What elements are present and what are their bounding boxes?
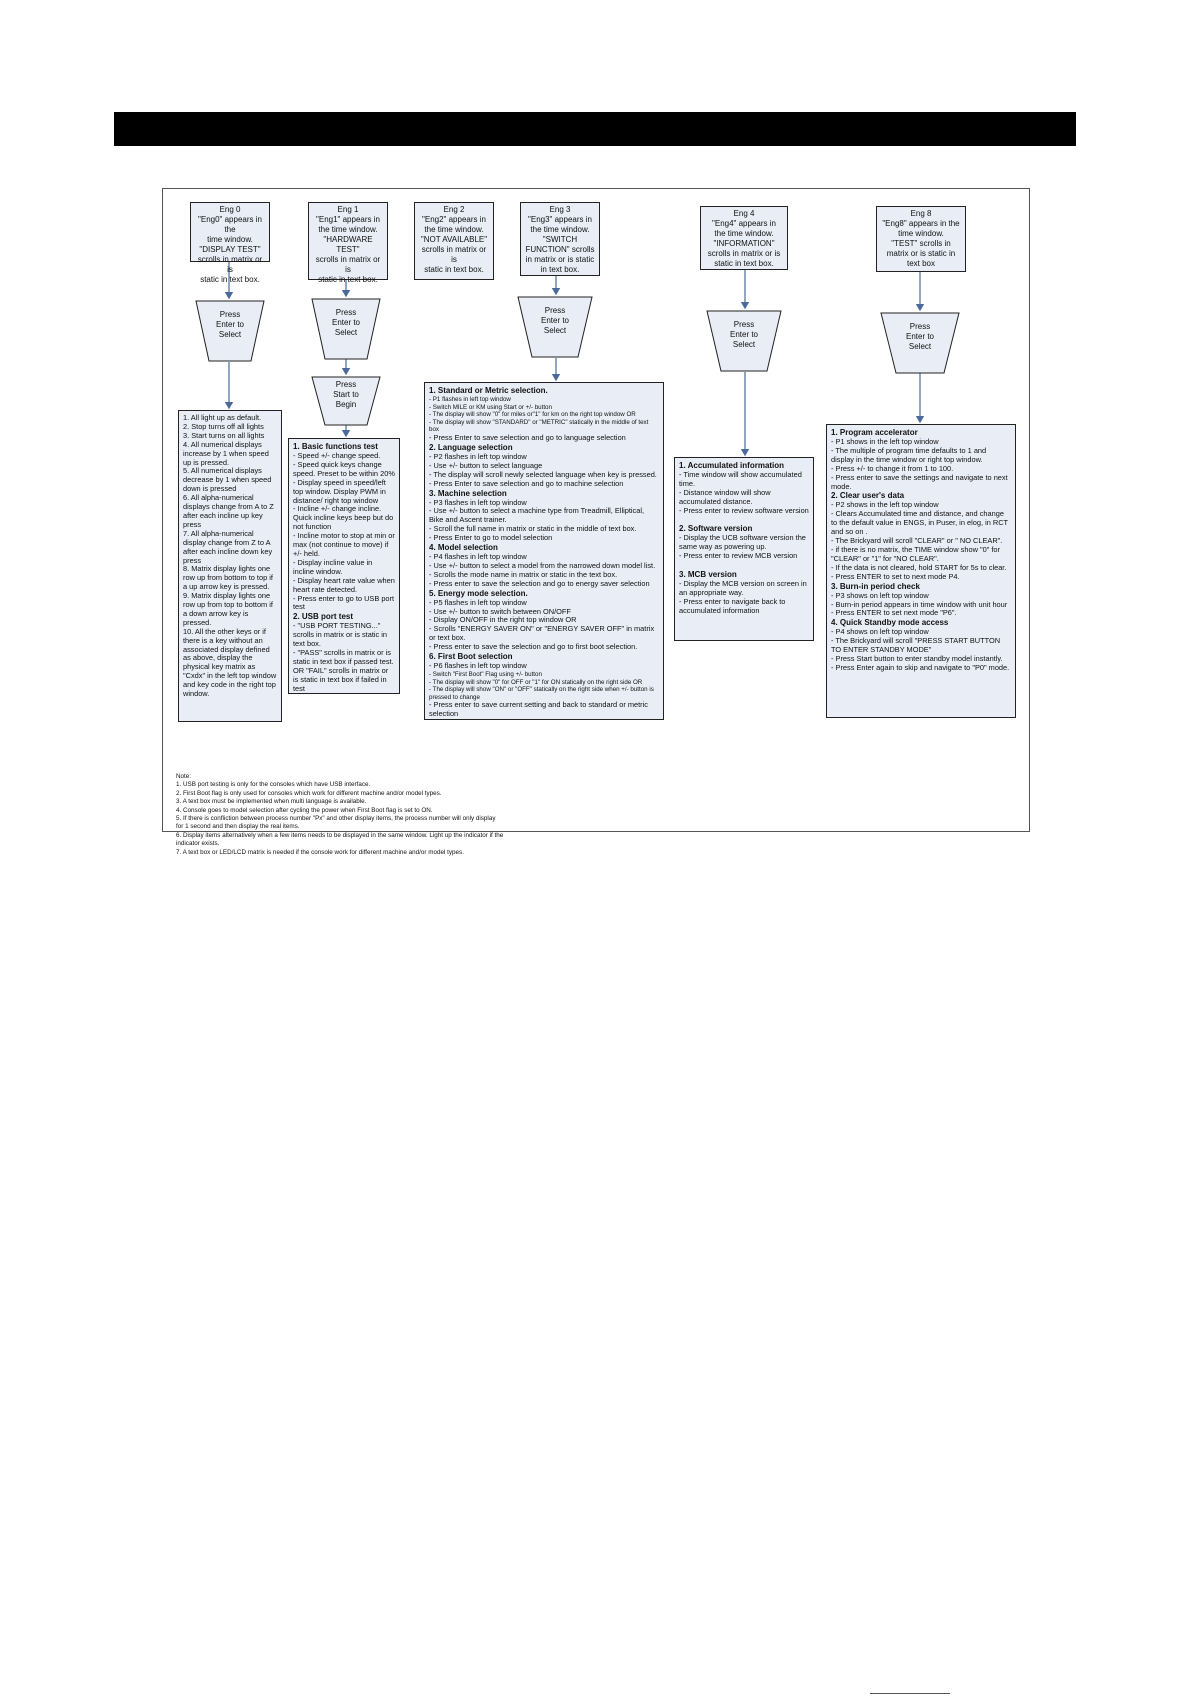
eng0-title: Eng 0	[219, 205, 241, 214]
description-line: - P1 flashes in left top window	[429, 396, 511, 403]
notes-block	[176, 773, 796, 857]
trap-line: Press	[544, 306, 566, 315]
section-heading: 2. Software version	[679, 524, 753, 534]
eng2-line: static in text box.	[424, 265, 484, 274]
eng2-line: "NOT AVAILABLE"	[420, 235, 488, 244]
trap-line: Press	[733, 320, 755, 329]
eng4-title: Eng 4	[733, 209, 755, 218]
note-line: 5. If there is confliction between process number "Px" and other display items, the process number will only display	[176, 815, 496, 823]
eng1-box	[308, 202, 388, 284]
eng1-line: "HARDWARE TEST"	[323, 235, 373, 254]
description-line: - Switch MILE or KM using Start or +/- button	[429, 403, 552, 411]
eng4-line: "Eng4" appears in	[712, 219, 776, 228]
description-line: - "USB PORT TESTING..." scrolls in matrix or is static in text box.	[293, 621, 388, 649]
eng2-line: "Eng2" appears in	[422, 215, 486, 224]
eng1-title: Eng 1	[337, 205, 359, 214]
note-line: 4. Console goes to model selection after cycling the power when First Boot flag is set to ON.	[176, 806, 433, 814]
section-heading: 6. First Boot selection	[429, 652, 513, 662]
description-line: - Scrolls the mode name in matrix or static in the text box.	[429, 569, 618, 579]
eng3-description-box	[424, 382, 664, 720]
eng8-line: "Eng8" appears in the	[882, 219, 960, 228]
spacer	[679, 561, 809, 570]
description-line: - The Brickyard will scroll "CLEAR" or " NO CLEAR".	[831, 536, 1003, 546]
section-heading: 2. USB port test	[293, 612, 354, 622]
section-heading: 1. Basic functions test	[293, 442, 378, 451]
description-line: - Burn-in period appears in time window with unit hour	[831, 599, 1008, 609]
description-line: - The display will show "0" for miles or"1" for km on the right top window OR	[429, 411, 636, 419]
eng0-line: static in text box.	[200, 275, 260, 284]
section-heading: 1. Accumulated information	[679, 461, 785, 470]
trap-line: Select	[334, 328, 358, 337]
description-line: - Switch "First Boot" Flag using +/- button	[429, 671, 542, 678]
eng1-line: "Eng1" appears in	[316, 215, 380, 224]
eng4-line: the time window.	[714, 229, 774, 238]
trap-line: Press	[219, 310, 241, 319]
description-line: - P1 shows in the left top window	[831, 437, 939, 446]
note-line: 3. A text box must be implemented when multi language is available.	[176, 798, 367, 806]
description-line: 1. All light up as default.	[183, 413, 262, 422]
eng0-line: scrolls in matrix or is	[197, 255, 263, 274]
description-line: - P6 flashes in left top window	[429, 661, 527, 671]
description-line: - Speed quick keys change speed. Preset to be within 20%	[293, 459, 395, 478]
trap-line: Enter to	[215, 320, 244, 329]
notes-heading: Note:	[176, 773, 192, 780]
description-line: - The display will show "STANDARD" or "METRIC" statically in the middle of text box	[429, 418, 649, 434]
description-line: - Press Start button to enter standby model instantly.	[831, 654, 1003, 664]
description-line: - Press enter to save the settings and navigate to next mode.	[831, 472, 1008, 491]
trap-line: Select	[543, 326, 567, 335]
trap-line: Enter to	[540, 316, 569, 325]
section-heading: 1. Standard or Metric selection.	[429, 386, 548, 395]
description-line: - Press enter to save the selection and go to energy saver selection	[429, 578, 650, 588]
description-line: - Use +/- button to select language	[429, 460, 543, 470]
description-line: - Use +/- button to select a model from the narrowed down model list.	[429, 560, 656, 570]
description-line: - "PASS" scrolls in matrix or is static in text box if passed test. OR "FAIL" scrolls in matrix or is static in text box if failed in test	[293, 648, 394, 693]
press-enter-trapezoid	[880, 312, 950, 374]
description-line: - Incline motor to stop at min or max (not continue to move) if +/- held.	[293, 531, 395, 558]
note-line: for 1 second and then display the real items.	[176, 823, 300, 831]
description-line: 10. All the other keys or if there is a key without an associated display defined as above, display the physical key matrix as "Cxdx" in the left top window and key code in the right top window.	[183, 626, 277, 699]
eng1-line: scrolls in matrix or is	[315, 255, 381, 274]
eng8-line: "TEST" scrolls in	[891, 239, 951, 248]
description-line: - Press enter to review software version	[679, 505, 809, 515]
description-line: - Display the MCB version on screen in an appropriate way.	[679, 579, 807, 597]
eng3-title: Eng 3	[549, 205, 571, 214]
spacer	[679, 516, 809, 525]
description-line: - Press Enter again to skip and navigate to "P0" mode.	[831, 662, 1010, 672]
description-line: - Use +/- button to switch between ON/OFF	[429, 606, 571, 616]
description-line: - Incline +/- change incline. Quick incline keys beep but do not function	[293, 504, 394, 532]
eng0-box	[190, 202, 270, 284]
description-line: - Press +/- to change it from 1 to 100.	[831, 463, 954, 473]
eng4-line: "INFORMATION"	[713, 239, 775, 248]
description-line: - The display will show "ON" or "OFF" statically on the right side when +/- button is pressed to change	[429, 686, 654, 701]
eng0-line: "DISPLAY TEST"	[199, 245, 261, 254]
description-line: 9. Matrix display lights one row up from top to bottom if a down arrow key is pressed.	[183, 591, 273, 627]
description-line: - P2 flashes in left top window	[429, 451, 527, 461]
description-line: - Press ENTER to set to next mode P4.	[831, 571, 960, 581]
eng1-line: the time window.	[318, 225, 378, 234]
description-line: 3. Start turns on all lights	[183, 430, 265, 440]
description-line: - The display will show "0" for OFF or "1" for ON statically on the right side OR	[429, 678, 643, 686]
description-line: - Scroll the full name in matrix or static in the middle of text box.	[429, 524, 637, 534]
description-line: - P3 flashes in left top window	[429, 497, 527, 507]
eng3-line: "SWITCH	[542, 235, 578, 244]
note-line: 2. First Boot flag is only used for consoles which work for different machine and/or model types.	[176, 789, 442, 797]
description-line: 6. All alpha-numerical displays change from A to Z after each incline up key press	[183, 493, 274, 529]
description-line: 8. Matrix display lights one row up from bottom to top if a up arrow key is pressed.	[183, 564, 273, 592]
press-enter-trapezoid	[311, 298, 381, 360]
eng4-description-box	[674, 457, 814, 641]
note-line: 1. USB port testing is only for the consoles which have USB interface.	[176, 781, 371, 789]
section-heading: 3. Machine selection	[429, 488, 507, 498]
eng8-box	[876, 206, 966, 272]
description-line: - If the data is not cleared, hold START for 5s to clear.	[831, 562, 1007, 572]
description-line: - Press enter to go to USB port test	[293, 593, 395, 612]
eng8-line: matrix or is static in	[886, 249, 956, 258]
description-line: - Scrolls "ENERGY SAVER ON" or "ENERGY SAVER OFF" in matrix or text box.	[429, 624, 655, 643]
description-line: - Clears Accumulated time and distance, and change to the default value in ENGS, in Puser, in elog, in RCT and so on .	[831, 509, 1008, 537]
trap-line: Press	[335, 308, 357, 317]
eng0-line: time window.	[207, 235, 253, 244]
trap-line: Enter to	[729, 330, 758, 339]
section-heading: 4. Model selection	[429, 543, 498, 553]
eng2-title: Eng 2	[443, 205, 465, 214]
description-line: - Press enter to review MCB version	[679, 551, 798, 561]
description-line: - P4 shows on left top window	[831, 627, 929, 637]
description-line: - Press enter to navigate back to accumulated information	[679, 596, 786, 615]
trap-line: Press	[335, 380, 357, 389]
eng3-line: "Eng3" appears in	[528, 215, 592, 224]
description-line: - P4 flashes in left top window	[429, 552, 527, 562]
press-enter-trapezoid	[195, 300, 265, 362]
section-heading: 2. Clear user's data	[831, 491, 905, 501]
description-line: - Use +/- button to select a machine type from Treadmill, Elliptical, Bike and Ascent trainer.	[429, 506, 645, 525]
trap-line: Select	[732, 340, 756, 349]
eng2-line: scrolls in matrix or is	[421, 245, 487, 264]
description-line: - The Brickyard will scroll "PRESS START BUTTON TO ENTER STANDBY MODE"	[831, 636, 1001, 655]
description-line: - The display will scroll newly selected language when key is pressed.	[429, 469, 657, 479]
description-line: - Press Enter to save selection and go to language selection	[429, 432, 626, 442]
description-line: - Press Enter to save selection and go to machine selection	[429, 478, 624, 488]
eng0-description-box	[178, 410, 282, 722]
trap-line: Press	[909, 322, 931, 331]
description-line: - Speed +/- change speed.	[293, 451, 381, 460]
eng8-line: text box	[906, 259, 935, 268]
eng1-description-box	[288, 438, 400, 694]
eng2-box	[414, 202, 494, 280]
eng4-box	[700, 206, 788, 270]
section-heading: 5. Energy mode selection.	[429, 588, 528, 598]
description-line: - The multiple of program time defaults to 1 and display in the time window or right top window.	[831, 445, 987, 464]
eng3-line: FUNCTION" scrolls	[525, 245, 595, 254]
eng4-line: scrolls in matrix or is	[707, 249, 781, 258]
description-line: - Distance window will show accumulated distance.	[679, 487, 771, 506]
description-line: - Press ENTER to set next mode "P6".	[831, 608, 957, 618]
description-line: 7. All alpha-numerical display change from Z to A after each incline down key press	[183, 528, 273, 565]
eng0-line: "Eng0" appears in the	[198, 215, 262, 234]
trap-line: Begin	[335, 400, 357, 409]
press-enter-trapezoid	[517, 296, 587, 358]
page-footer-line	[870, 1693, 950, 1694]
eng2-line: the time window.	[424, 225, 484, 234]
section-heading: 4. Quick Standby mode access	[831, 618, 949, 628]
section-heading: 3. MCB version	[679, 570, 737, 580]
press-enter-trapezoid	[706, 310, 776, 372]
description-line: - Press enter to save current setting and back to standard or metric selection	[429, 700, 648, 719]
description-line: - P2 shows in the left top window	[831, 500, 939, 510]
trap-line: Start to	[333, 390, 359, 399]
description-line: - Time window will show accumulated time.	[679, 470, 802, 488]
description-line: - Press Enter to go to model selection	[429, 533, 553, 543]
description-line: - Display heart rate value when heart rate detected.	[293, 575, 395, 594]
description-line: - Press enter to save the selection and go to first boot selection.	[429, 642, 638, 652]
eng8-title: Eng 8	[910, 209, 932, 218]
section-heading: 1. Program accelerator	[831, 428, 918, 437]
trap-line: Select	[218, 330, 242, 339]
description-line: - P5 flashes in left top window	[429, 597, 527, 607]
eng8-description-box	[826, 424, 1016, 718]
section-heading: 3. Burn-in period check	[831, 581, 920, 591]
note-line: 7. A text box or LED/LCD matrix is needed if the console work for different machine and/or model types.	[176, 848, 464, 856]
description-line: 2. Stop turns off all lights	[183, 421, 264, 431]
eng8-line: time window.	[898, 229, 944, 238]
trap-line: Select	[908, 342, 932, 351]
description-line: - Display speed in speed/left top window. Display PWM in distance/ right top window	[293, 477, 386, 505]
description-line: - Display incline value in incline window.	[293, 557, 373, 576]
press-start-trapezoid	[311, 376, 381, 426]
trap-line: Enter to	[331, 318, 360, 327]
eng3-line: the time window.	[530, 225, 590, 234]
note-line: 6. Display items alternatively when a few items needs to be displayed in the same window. Light up the indicator if the	[176, 831, 504, 839]
description-line: - Display ON/OFF in the right top window OR	[429, 615, 577, 625]
eng3-line: in matrix or is static	[525, 255, 595, 264]
description-line: 5. All numerical displays decrease by 1 when speed down is pressed	[183, 466, 272, 494]
description-line: - P3 shows on left top window	[831, 590, 929, 600]
description-line: 4. All numerical displays increase by 1 when speed up is pressed.	[183, 439, 269, 467]
section-heading: 2. Language selection	[429, 442, 513, 452]
description-line: - if there is no matrix, the TIME window show "0" for "CLEAR" or "1" for "NO CLEAR".	[831, 544, 1000, 563]
trap-line: Enter to	[905, 332, 934, 341]
eng3-box	[520, 202, 600, 276]
eng1-line: static in text box.	[318, 275, 378, 284]
eng3-line: in text box.	[540, 265, 580, 274]
eng4-line: static in text box.	[714, 259, 774, 268]
note-line: indicator exists.	[176, 840, 220, 848]
description-line: - Display the UCB software version the same way as powering up.	[679, 533, 806, 552]
